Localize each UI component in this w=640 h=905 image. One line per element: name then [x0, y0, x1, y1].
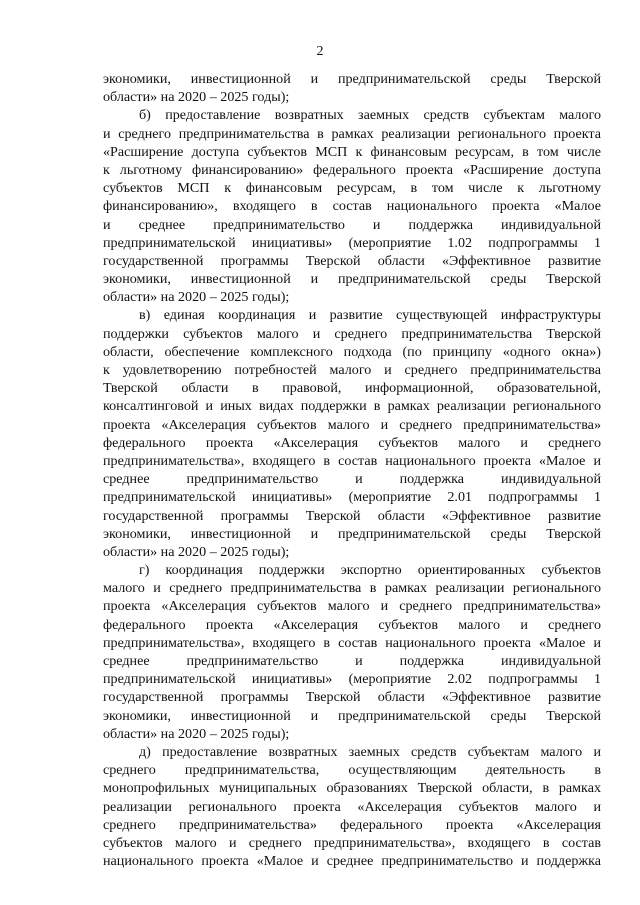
- text-line: г) координация поддержки экспортно ориентированных субъектов: [139, 562, 601, 579]
- text-line: среднее предпринимательство и поддержка индивидуальной: [103, 653, 601, 669]
- text-line: предпринимательской инициативы» (мероприятие 1.02 подпрограммы 1: [103, 234, 601, 251]
- paragraph-g: [103, 561, 601, 743]
- text-line: к льготному финансированию» федерального проекта «Расширение доступа: [103, 161, 601, 178]
- text-line: поддержки субъектов малого и среднего предпринимательства Тверской: [103, 325, 601, 342]
- text-line: к удовлетворению потребностей малого и среднего предпринимательства: [103, 362, 601, 378]
- text-line: монопрофильных муниципальных образованиях Тверской области, в рамках: [103, 780, 601, 797]
- text-line: субъектов МСП к финансовым ресурсам, в том числе к льготному: [103, 180, 601, 197]
- text-line: федерального проекта «Акселерация субъектов малого и среднего: [103, 434, 601, 451]
- text-line: экономики, инвестиционной и предпринимательской среды Тверской: [103, 271, 601, 288]
- text-line: области, обеспечение комплексного подхода (по принципу «одного окна»): [103, 343, 601, 360]
- text-line: экономики, инвестиционной и предпринимательской среды Тверской: [103, 707, 601, 724]
- text-line: предпринимательской инициативы» (мероприятие 2.02 подпрограммы 1: [103, 671, 601, 688]
- text-line: федерального проекта «Акселерация субъектов малого и среднего: [103, 616, 601, 633]
- text-line: экономики, инвестиционной и предпринимательской среды Тверской: [103, 71, 601, 87]
- paragraph-v: [103, 306, 601, 561]
- text-line: среднее предпринимательство и поддержка индивидуальной: [103, 471, 601, 488]
- text-line: области» на 2020 – 2025 годы);: [103, 725, 290, 742]
- text-line: предпринимательства», входящего в состав национального проекта «Малое и: [103, 452, 601, 469]
- text-line: проекта «Акселерация субъектов малого и среднего предпринимательства»: [103, 598, 601, 615]
- text-line: малого и среднего предпринимательства в рамках реализации регионального: [103, 580, 601, 597]
- text-line: реализации регионального проекта «Акселерация субъектов малого и: [103, 798, 601, 815]
- text-line: предпринимательской инициативы» (мероприятие 2.01 подпрограммы 1: [103, 489, 601, 506]
- text-line: и среднее предпринимательство и поддержка индивидуальной: [103, 216, 601, 233]
- text-line: предпринимательства», входящего в состав национального проекта «Малое и: [103, 634, 601, 651]
- text-line: субъектов малого и среднего предпринимательства», входящего в состав: [103, 834, 601, 851]
- text-line: д) предоставление возвратных заемных средств субъектам малого и: [139, 743, 601, 760]
- text-line: «Расширение доступа субъектов МСП к финансовым ресурсам, в том числе: [103, 143, 601, 160]
- text-line: государственной программы Тверской области «Эффективное развитие: [103, 689, 601, 706]
- text-line: среднего предпринимательства» федерального проекта «Акселерация: [103, 816, 601, 833]
- paragraph-d: [103, 743, 601, 870]
- paragraph-b: [103, 106, 601, 306]
- text-line: области» на 2020 – 2025 годы);: [103, 543, 290, 560]
- text-line: среднего предпринимательства, осуществляющим деятельность в: [103, 762, 601, 779]
- text-line: в) единая координация и развитие существующей инфраструктуры: [139, 307, 601, 324]
- text-line: области» на 2020 – 2025 годы);: [103, 89, 290, 106]
- paragraph-continuation: [103, 70, 601, 106]
- text-line: проекта «Акселерация субъектов малого и среднего предпринимательства»: [103, 416, 601, 433]
- text-line: экономики, инвестиционной и предпринимательской среды Тверской: [103, 525, 601, 542]
- document-body: [103, 70, 601, 870]
- text-line: б) предоставление возвратных заемных средств субъектам малого: [139, 107, 601, 124]
- text-line: финансированию», входящего в состав национального проекта «Малое: [103, 198, 601, 215]
- text-line: Тверской области в правовой, информационной, образовательной,: [103, 380, 601, 397]
- text-line: области» на 2020 – 2025 годы);: [103, 289, 290, 306]
- text-line: национального проекта «Малое и среднее предпринимательство и поддержка: [103, 853, 601, 870]
- text-line: консалтинговой и иных видах поддержки в рамках реализации регионального: [103, 398, 601, 415]
- page-number: 2: [316, 44, 324, 59]
- text-line: государственной программы Тверской области «Эффективное развитие: [103, 507, 601, 524]
- text-line: государственной программы Тверской области «Эффективное развитие: [103, 252, 601, 269]
- text-line: и среднего предпринимательства в рамках реализации регионального проекта: [103, 125, 601, 142]
